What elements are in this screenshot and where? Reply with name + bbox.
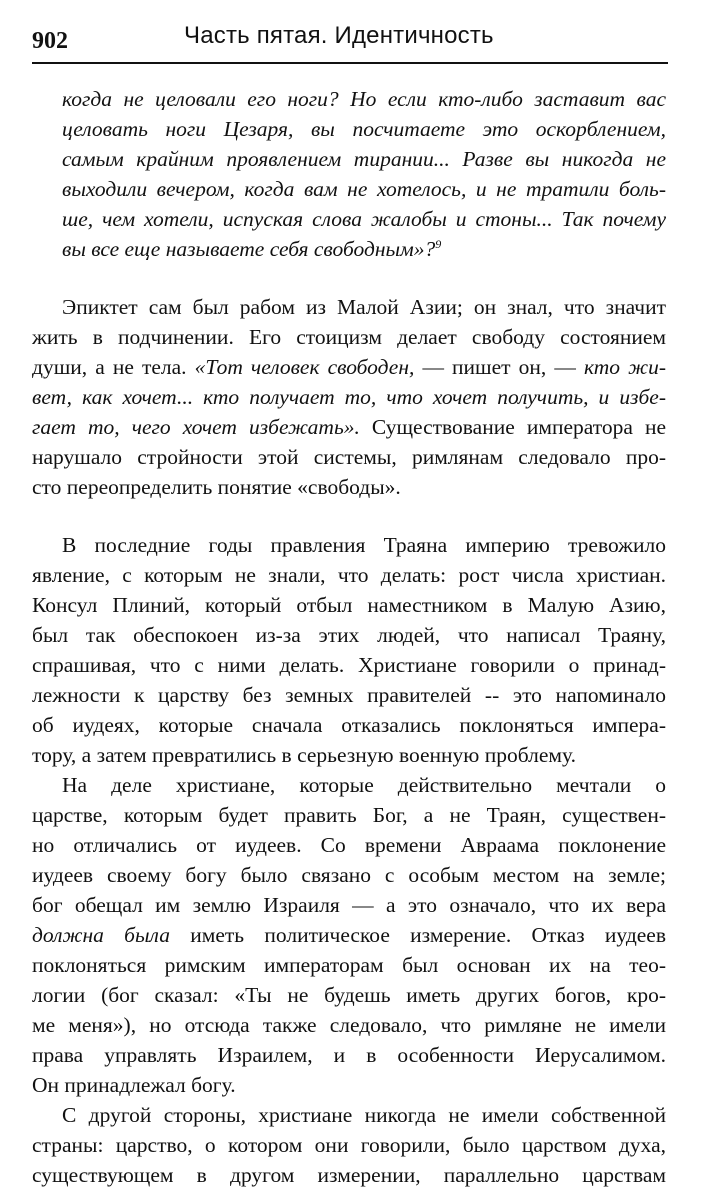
paragraph-line: тору, а затем превратились в серьезную военную проблему. (32, 743, 576, 767)
paragraph-gap (32, 264, 666, 292)
paragraph-line: На деле христиане, которые действительно мечтали о (62, 773, 666, 797)
quote-block (32, 84, 666, 264)
paragraph-line: страны: царство, о котором они говорили, было царством духа, (32, 1133, 666, 1157)
paragraph-line: логии (бог сказал: «Ты не будешь иметь других богов, кро- (32, 983, 666, 1007)
paragraph-line (32, 412, 666, 442)
quote-line: ше, чем хотели, испуская слова жалобы и стоны... Так почему (62, 207, 666, 231)
paragraph-line: В последние годы правления Траяна империю тревожило (62, 533, 666, 557)
quote-line: когда не целовали его ноги? Но если кто-либо заставит вас (62, 87, 666, 111)
paragraph-line: С другой стороны, христиане никогда не имели собственной (62, 1103, 666, 1127)
paragraph-other-side (32, 1100, 666, 1190)
paragraph-line: явление, с которым не знали, что делать: рост числа христиан. (32, 563, 666, 587)
text-run: Существование императора не (359, 415, 666, 439)
paragraph-line (32, 920, 666, 950)
paragraph-line: об иудеях, которые сначала отказались поклоняться импера- (32, 713, 666, 737)
paragraph-line: жить в подчинении. Его стоицизм делает свободу состоянием (32, 325, 666, 349)
paragraph-gap (32, 502, 666, 530)
paragraph-line (32, 352, 666, 382)
page-number: 902 (32, 28, 68, 54)
paragraph-line: существующем в другом измерении, параллельно царствам (32, 1163, 666, 1187)
quote-line-last (62, 234, 666, 264)
page-header (32, 20, 668, 64)
emphasis-run: должна была (32, 923, 170, 947)
paragraph-christians (32, 770, 666, 1100)
quote-run: гает то, чего хочет избежать». (32, 415, 360, 439)
quote-line: целовать ноги Цезаря, вы посчитаете это оскорблением, (62, 117, 666, 141)
paragraph-line: сто переопределить понятие «свободы». (32, 475, 401, 499)
paragraph-line: поклоняться римским императорам был основан их на тео- (32, 953, 666, 977)
paragraph-line: Консул Плиний, который отбыл наместником в Малую Азию, (32, 593, 666, 617)
paragraph-line: ме меня»), но отсюда также следовало, что римляне не имели (32, 1013, 666, 1037)
quote-line: выходили вечером, когда вам не хотелось, и не тратили боль- (62, 177, 666, 201)
quote-line: самым крайним проявлением тирании... Разве вы никогда не (62, 147, 666, 171)
paragraph-epictetus (32, 292, 666, 502)
paragraph-line: был так обеспокоен из-за этих людей, что написал Траяну, (32, 623, 666, 647)
paragraph-line: спрашивая, что с ними делать. Христиане говорили о принад- (32, 653, 666, 677)
footnote-mark: 9 (435, 236, 442, 251)
paragraph-line: вет, как хочет... кто получает то, что хочет получить, и избе- (32, 385, 666, 409)
text-run: души, а не тела. (32, 355, 195, 379)
text-run: — пишет он, — (414, 355, 584, 379)
paragraph-line: нарушало стройности этой системы, римлянам следовало про- (32, 445, 666, 469)
paragraph-line: но отличались от иудеев. Со времени Авраама поклонение (32, 833, 666, 857)
quote-run: кто жи- (583, 355, 666, 379)
paragraph-line: Он принадлежал богу. (32, 1073, 236, 1097)
text-run: иметь политическое измерение. Отказ иудеев (169, 923, 666, 947)
running-title: Часть пятая. Идентичность (184, 22, 494, 49)
page-body (32, 84, 666, 1190)
paragraph-line: права управлять Израилем, и в особенности Иерусалимом. (32, 1043, 666, 1067)
paragraph-line: бог обещал им землю Израиля — а это означало, что их вера (32, 893, 666, 917)
quote-run: «Тот человек свободен, (194, 355, 415, 379)
paragraph-line: Эпиктет сам был рабом из Малой Азии; он знал, что значит (62, 295, 666, 319)
header-rule (32, 62, 668, 64)
paragraph-line: иудеев своему богу было связано с особым местом на земле; (32, 863, 666, 887)
paragraph-trajan (32, 530, 666, 770)
paragraph-line: лежности к царству без земных правителей -- это напоминало (32, 683, 666, 707)
quote-last-text: вы все еще называете себя свободным»? (62, 237, 436, 261)
paragraph-line: царстве, которым будет править Бог, а не Траян, существен- (32, 803, 666, 827)
